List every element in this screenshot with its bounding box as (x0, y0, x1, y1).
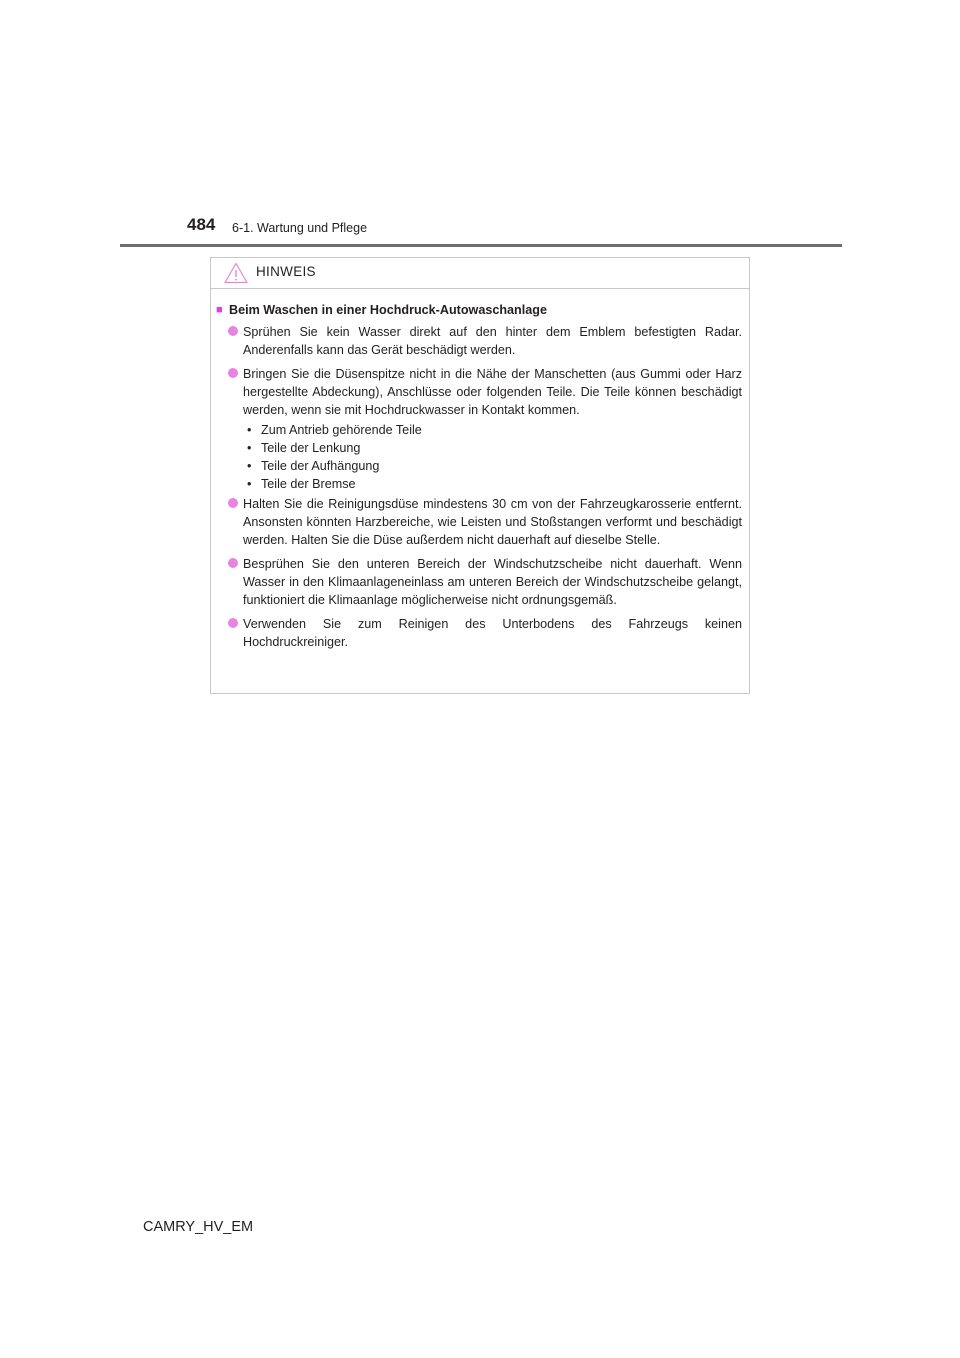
square-bullet-icon: ■ (216, 304, 223, 316)
notice-header (211, 258, 749, 289)
round-bullet-icon (228, 618, 238, 628)
parts-sublist (247, 421, 742, 493)
sublist-item: • Teile der Aufhängung (247, 459, 380, 473)
round-bullet-icon (228, 558, 238, 568)
notice-title: HINWEIS (256, 264, 316, 279)
sublist-item: • Zum Antrieb gehörende Teile (247, 423, 422, 437)
list-item (216, 495, 742, 549)
list-item (216, 615, 742, 651)
list-item-text: Sprühen Sie kein Wasser direkt auf den hinter dem Emblem befestigten Radar. Anderenfalls kann das Gerät beschädigt werden. (243, 325, 742, 357)
round-bullet-icon (228, 498, 238, 508)
section-title: 6-1. Wartung und Pflege (232, 221, 368, 235)
round-bullet-icon (228, 326, 238, 336)
subheading-text: Beim Waschen in einer Hochdruck-Autowaschanlage (229, 303, 547, 317)
round-bullet-icon (228, 368, 238, 378)
warning-triangle-icon (224, 262, 248, 284)
notice-box (210, 257, 750, 694)
list-item-text: Verwenden Sie zum Reinigen des Unterbodens des Fahrzeugs keinen Hochdruckreiniger. (243, 617, 742, 649)
notice-subheading (216, 301, 742, 319)
list-item (216, 365, 742, 419)
list-item-text: Bringen Sie die Düsenspitze nicht in die Nähe der Manschetten (aus Gummi oder Harz hergestellte Abdeckung), Anschlüsse oder folgenden Teile. Die Teile können beschädigt werden, wenn sie mit Hochdruckwasser in Kontakt kommen. (243, 367, 742, 417)
list-item (216, 323, 742, 359)
sublist-item: • Teile der Lenkung (247, 441, 361, 455)
page-number: 484 (187, 215, 216, 234)
sublist-item: • Teile der Bremse (247, 477, 356, 491)
document-code: CAMRY_HV_EM (143, 1219, 254, 1235)
notice-body (211, 289, 749, 651)
list-item-text: Besprühen Sie den unteren Bereich der Windschutzscheibe nicht dauerhaft. Wenn Wasser in den Klimaanlageneinlass am unteren Bereich der Windschutzscheibe gelangt, funktioniert die Klimaanlage möglicherweise nicht ordnungsgemäß. (243, 557, 742, 607)
list-item (216, 555, 742, 609)
header-rule (120, 244, 842, 247)
list-item-text: Halten Sie die Reinigungsdüse mindestens 30 cm von der Fahrzeugkarosserie entfernt. Ansonsten könnten Harzbereiche, wie Leisten und Stoßstangen verformt und beschädigt werden. Halten Sie die Düse außerdem nicht dauerhaft auf dieselbe Stelle. (243, 497, 742, 547)
